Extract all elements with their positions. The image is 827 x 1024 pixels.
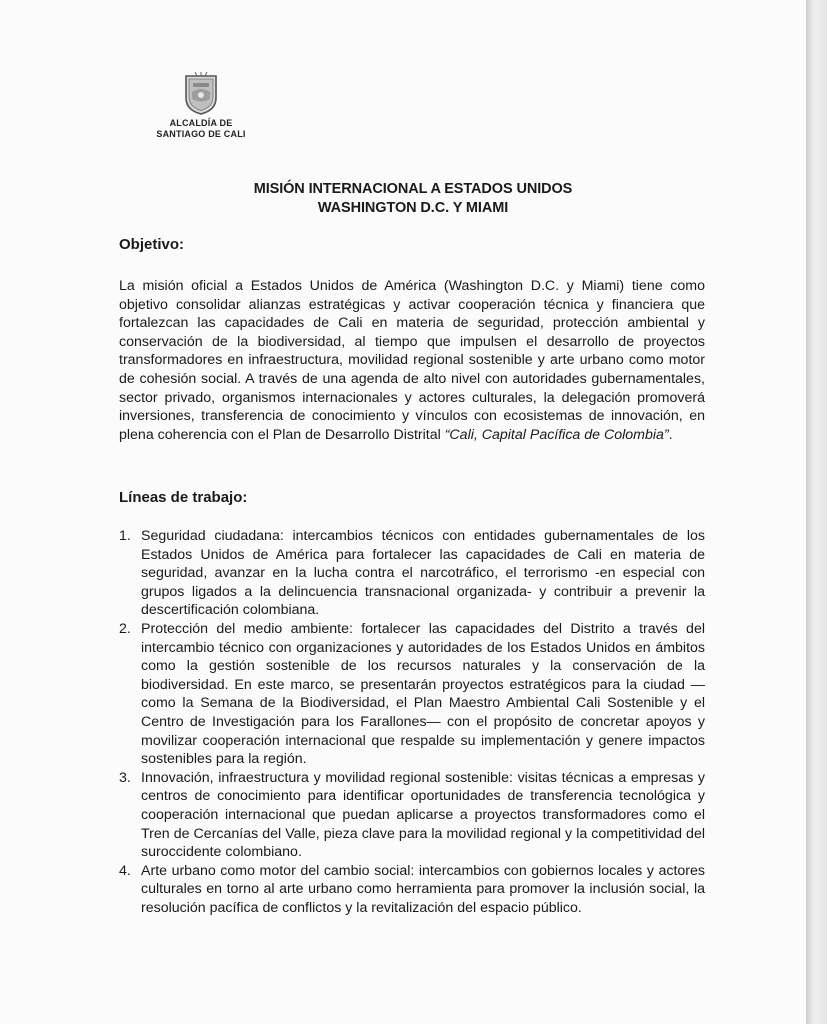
list-item — [119, 527, 705, 620]
list-item-text: Seguridad ciudadana: intercambios técnicos con entidades gubernamentales de los Estados Unidos de América para fortalecer las capacidades de Cali en materia de seguridad, avanzar en la lucha contra el narcotráfico, el terrorismo -en especial con grupos ligados a la delincuencia transnacional organizada- y contribuir a prevenir la descertificación colombiana. — [141, 528, 705, 619]
list-item-number: 4. — [119, 862, 131, 879]
list-item-number: 1. — [119, 528, 131, 544]
city-logo — [146, 72, 256, 140]
list-item — [119, 620, 705, 769]
coat-of-arms-icon — [183, 72, 219, 116]
objective-end: . — [668, 426, 673, 443]
list-item-number: 3. — [119, 769, 131, 786]
lines-heading: Líneas de trabajo: — [119, 489, 248, 506]
document-title — [120, 180, 706, 218]
title-line2: WASHINGTON D.C. Y MIAMI — [317, 200, 509, 216]
list-item-text: Arte urbano como motor del cambio social: intercambios con gobiernos locales y actores culturales en torno al arte urbano como herramienta para promover la inclusión social, la resolución pacífica de conflictos y la revitalización del espacio público. — [141, 862, 705, 916]
page-edge — [806, 0, 827, 1024]
work-lines-list — [119, 527, 705, 917]
org-name-line2: SANTIAGO DE CALI — [156, 129, 246, 139]
objective-paragraph — [119, 277, 705, 444]
org-name-line1: ALCALDÍA DE — [169, 118, 233, 128]
list-item-text: Innovación, infraestructura y movilidad regional sostenible: visitas técnicas a empresas y centros de conocimiento para identificar oportunidades de transferencia tecnológica y cooperación internacional que puedan aplicarse a proyectos transformadores como el Tren de Cercanías del Valle, pieza clave para la movilidad regional y la competitividad del suroccidente colombiano. — [141, 769, 705, 861]
objective-text: La misión oficial a Estados Unidos de América (Washington D.C. y Miami) tiene como objetivo consolidar alianzas estratégicas y activar cooperación técnica y financiera que fortalezcan las capacidades de Cali en materia de seguridad, protección ambiental y conservación de la biodiversidad, al tiempo que impulsen el desarrollo de proyectos transformadores en infraestructura, movilidad regional sostenible y arte urbano como motor de cohesión social. A través de una agenda de alto nivel con autoridades gubernamentales, sector privado, organismos internacionales y actores culturales, la delegación promoverá inversiones, transferencia de conocimiento y vínculos con ecosistemas de innovación, en plena coherencia con el Plan de Desarrollo Distrital — [119, 278, 705, 443]
list-item — [119, 769, 705, 862]
list-item-number: 2. — [119, 620, 131, 637]
plan-name: “Cali, Capital Pacífica de Colombia” — [444, 426, 669, 443]
title-line1: MISIÓN INTERNACIONAL A ESTADOS UNIDOS — [253, 181, 573, 197]
list-item-text: Protección del medio ambiente: fortalecer las capacidades del Distrito a través del intercambio técnico con organizaciones y autoridades de los Estados Unidos en ámbitos como la gestión sostenible de los recursos naturales y la conservación de la biodiversidad. En este marco, se presentarán proyectos estratégicos para la ciudad —como la Semana de la Biodiversidad, el Plan Maestro Ambiental Cali Sostenible y el Centro de Investigación para los Farallones— con el propósito de concretar apoyos y movilizar cooperación internacional que respalde su implementación y genere impactos sostenibles para la región. — [141, 620, 705, 768]
list-item — [119, 862, 705, 918]
objective-heading: Objetivo: — [119, 236, 185, 253]
